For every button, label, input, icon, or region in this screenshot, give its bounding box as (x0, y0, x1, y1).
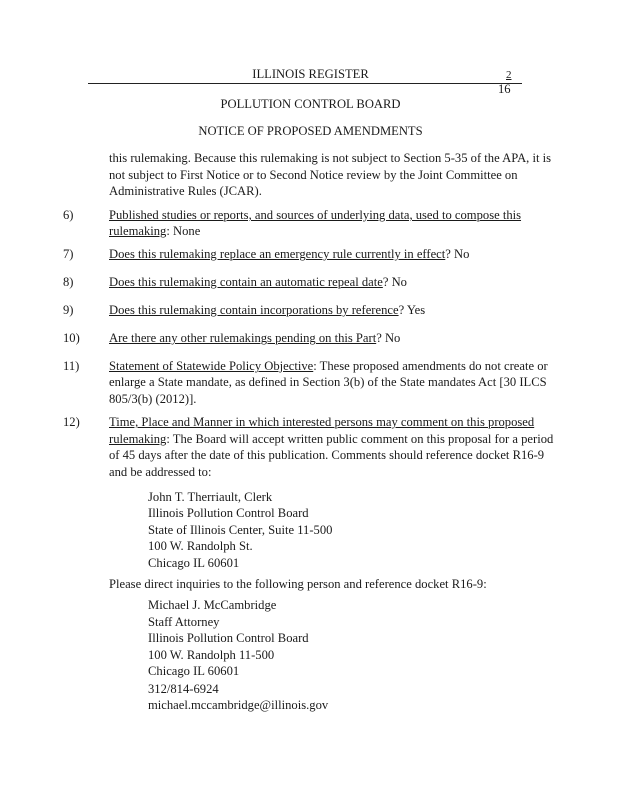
agency-title: POLLUTION CONTROL BOARD (220, 97, 401, 111)
item-heading: rulemaking (109, 432, 167, 446)
item-text: : The Board will accept written public comment on this proposal for a period (166, 432, 554, 446)
contact-line: Michael J. McCambridge (148, 598, 277, 612)
notice-title: NOTICE OF PROPOSED AMENDMENTS (198, 124, 423, 138)
item-10 (109, 330, 400, 347)
item-6-heading (109, 207, 521, 224)
item-text: : These proposed amendments do not create or (313, 359, 548, 373)
item-heading: Time, Place and Manner in which interested persons may comment on this proposed (109, 415, 535, 429)
item-9 (109, 302, 425, 319)
register-title: ILLINOIS REGISTER (252, 67, 369, 81)
item-11 (109, 358, 548, 375)
page-number: 2 (506, 69, 512, 81)
issue-number: 16 (498, 82, 511, 96)
item-text: and be addressed to: (109, 465, 212, 479)
item-heading: Statement of Statewide Policy Objective (109, 359, 314, 373)
address-line: John T. Therriault, Clerk (148, 490, 273, 504)
inquiries-text: Please direct inquiries to the following person and reference docket R16-9: (109, 577, 487, 591)
intro-line: this rulemaking. Because this rulemaking is not subject to Section 5-35 of the APA, it is (109, 151, 552, 165)
item-answer: ? Yes (398, 303, 426, 317)
item-number: 7) (63, 247, 74, 261)
intro-line: not subject to First Notice or to Second Notice review by the Joint Committee on (109, 168, 518, 182)
item-answer: ? No (376, 331, 401, 345)
item-6-line (109, 223, 200, 240)
contact-line: 100 W. Randolph 11-500 (148, 648, 275, 662)
address-line: Illinois Pollution Control Board (148, 506, 309, 520)
intro-line: Administrative Rules (JCAR). (109, 184, 262, 198)
contact-line: Staff Attorney (148, 615, 220, 629)
item-number: 12) (63, 415, 80, 429)
item-text: of 45 days after the date of this publication. Comments should reference docket R16-9 (109, 448, 545, 462)
item-answer: : None (166, 224, 201, 238)
item-heading: Published studies or reports, and sources of underlying data, used to compose this (109, 208, 522, 222)
item-12-line (109, 431, 553, 448)
header-rule (88, 83, 522, 84)
contact-line: Illinois Pollution Control Board (148, 631, 309, 645)
item-heading: Are there any other rulemakings pending on this Part (109, 331, 377, 345)
item-heading: Does this rulemaking contain an automatic repeal date (109, 275, 383, 289)
item-heading: Does this rulemaking contain incorporations by reference (109, 303, 399, 317)
item-text: 805/3(b) (2012)]. (109, 392, 197, 406)
item-text: enlarge a State mandate, as defined in Section 3(b) of the State mandates Act [30 ILCS (109, 375, 547, 389)
item-number: 9) (63, 303, 74, 317)
address-line: 100 W. Randolph St. (148, 539, 253, 553)
item-answer: ? No (445, 247, 470, 261)
item-7 (109, 246, 469, 263)
item-number: 11) (63, 359, 80, 373)
contact-line: Chicago IL 60601 (148, 664, 240, 678)
item-heading: Does this rulemaking replace an emergency rule currently in effect (109, 247, 446, 261)
item-number: 8) (63, 275, 74, 289)
address-line: Chicago IL 60601 (148, 556, 240, 570)
item-12-heading (109, 414, 534, 431)
item-8 (109, 274, 407, 291)
contact-email: michael.mccambridge@illinois.gov (148, 698, 329, 712)
contact-phone: 312/814-6924 (148, 682, 219, 696)
address-line: State of Illinois Center, Suite 11-500 (148, 523, 333, 537)
item-number: 10) (63, 331, 80, 345)
item-number: 6) (63, 208, 74, 222)
item-heading: rulemaking (109, 224, 167, 238)
item-answer: ? No (382, 275, 407, 289)
